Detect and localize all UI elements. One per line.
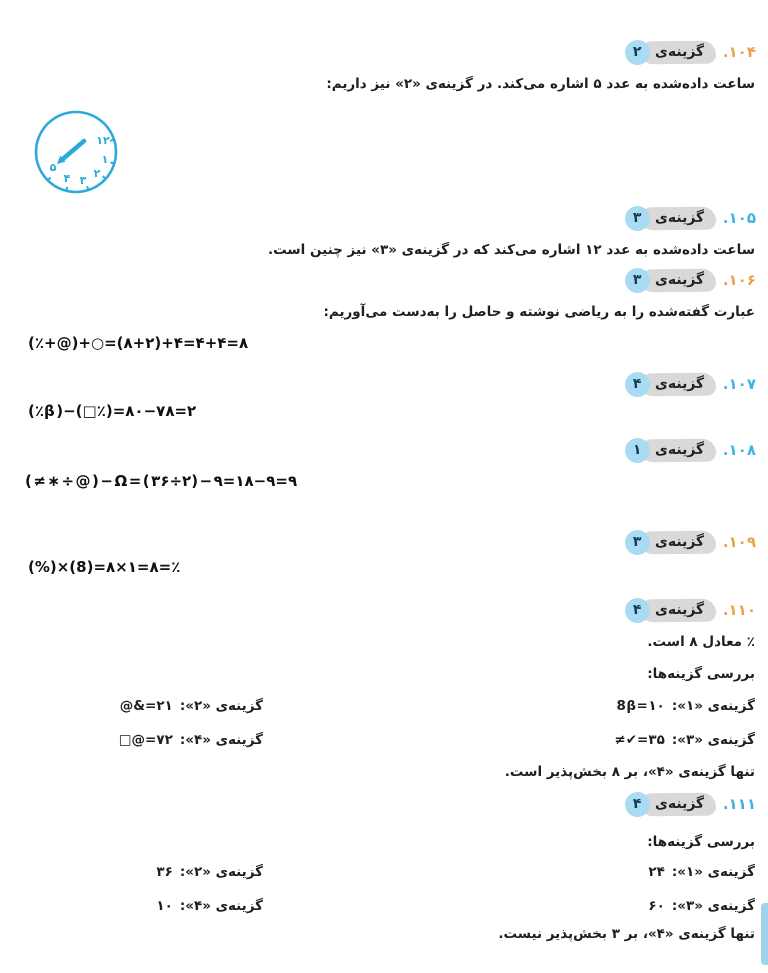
math-equation: (%)×(8)=۸×۱=۸=٪ — [28, 558, 181, 576]
answer-choice-circle: ۳ — [625, 530, 650, 555]
option-check-row — [120, 698, 263, 714]
clock-number-4: ۴ — [63, 172, 71, 185]
clock-number-12: ۱۲ — [96, 134, 110, 147]
item-104-header — [625, 38, 756, 66]
answer-choice-circle: ۳ — [625, 206, 650, 231]
option-check-row — [156, 864, 263, 880]
answer-choice-circle: ۱ — [625, 438, 650, 463]
item-107-header — [625, 370, 756, 398]
option-value: ۲۴ — [648, 864, 665, 880]
item-109-header — [625, 528, 756, 556]
clock-figure — [26, 100, 126, 204]
answer-badge — [625, 792, 716, 817]
explanation-text: ٪ معادل ۸ است. — [647, 634, 755, 650]
answer-choice-circle: ۴ — [625, 372, 650, 397]
answer-badge — [625, 372, 716, 397]
item-number: ۱۰۸. — [722, 441, 756, 459]
option-value: @&=۲۱ — [119, 698, 173, 714]
page-edge-tab — [761, 903, 768, 965]
item-number: ۱۰۵. — [722, 209, 756, 227]
math-equation: (٪+@)+○=(۸+۲)+۴=۴+۴=۸ — [28, 334, 249, 352]
math-equation: (≠∗÷@)−Ω=(۳۶÷۲)−۹=۱۸−۹=۹ — [25, 472, 298, 490]
option-check-row — [156, 898, 263, 914]
answer-badge — [625, 438, 716, 463]
explanation-text: عبارت گفته‌شده را به ریاضی نوشته و حاصل را به‌دست می‌آوریم: — [323, 304, 755, 320]
option-label: گزینه‌ی «۲»: — [179, 698, 263, 714]
conclusion-text: تنها گزینه‌ی «۴»، بر ۳ بخش‌پذیر نیست. — [498, 926, 755, 942]
option-check-row — [119, 732, 263, 748]
option-value: ≠✔=۳۵ — [614, 732, 665, 748]
badge-label: گزینه‌ی — [641, 792, 716, 816]
item-108-header — [625, 436, 756, 464]
explanation-text: ساعت داده‌شده به عدد ۵ اشاره می‌کند. در گزینه‌ی «۲» نیز داریم: — [326, 76, 755, 92]
item-110-header — [625, 596, 756, 624]
item-number: ۱۰۴. — [722, 43, 756, 61]
option-label: گزینه‌ی «۱»: — [671, 864, 755, 880]
option-label: گزینه‌ی «۲»: — [179, 864, 263, 880]
answer-choice-circle: ۴ — [625, 598, 650, 623]
option-label: گزینه‌ی «۴»: — [179, 898, 263, 914]
explanation-text: بررسی گزینه‌ها: — [647, 666, 755, 682]
answer-badge — [625, 40, 716, 65]
answer-badge — [625, 268, 716, 293]
option-check-row — [616, 698, 755, 714]
item-number: ۱۱۰. — [722, 601, 756, 619]
option-value: ۱۰ — [156, 898, 173, 914]
item-111-header — [625, 790, 756, 818]
option-check-row — [648, 864, 755, 880]
option-check-row — [648, 898, 755, 914]
answer-choice-circle: ۴ — [625, 792, 650, 817]
option-value: □@=۷۲ — [118, 732, 173, 748]
option-label: گزینه‌ی «۴»: — [179, 732, 263, 748]
conclusion-text: تنها گزینه‌ی «۴»، بر ۸ بخش‌پذیر است. — [504, 764, 755, 780]
option-label: گزینه‌ی «۳»: — [671, 732, 755, 748]
clock-number-5: ۵ — [49, 161, 57, 174]
item-number: ۱۰۹. — [722, 533, 756, 551]
badge-label: گزینه‌ی — [641, 40, 716, 64]
clock-number-3: ۳ — [79, 174, 87, 187]
item-number: ۱۰۶. — [722, 271, 756, 289]
item-106-header — [625, 266, 756, 294]
clock-number-2: ۲ — [93, 167, 101, 180]
explanation-text: ساعت داده‌شده به عدد ۱۲ اشاره می‌کند که در گزینه‌ی «۳» نیز چنین است. — [267, 242, 755, 258]
option-check-row — [614, 732, 755, 748]
answer-choice-circle: ۲ — [625, 40, 650, 65]
option-value: 8β=۱۰ — [616, 698, 665, 714]
badge-label: گزینه‌ی — [641, 598, 716, 622]
option-label: گزینه‌ی «۳»: — [671, 898, 755, 914]
clock-hand-icon — [57, 141, 84, 164]
answer-choice-circle: ۳ — [625, 268, 650, 293]
badge-label: گزینه‌ی — [641, 438, 716, 462]
item-number: ۱۱۱. — [722, 795, 756, 813]
answer-badge — [625, 530, 716, 555]
option-label: گزینه‌ی «۱»: — [671, 698, 755, 714]
answer-badge — [625, 598, 716, 623]
item-105-header — [625, 204, 756, 232]
clock-number-1: ۱ — [101, 153, 109, 166]
badge-label: گزینه‌ی — [641, 206, 716, 230]
answer-badge — [625, 206, 716, 231]
item-number: ۱۰۷. — [722, 375, 756, 393]
option-value: ۶۰ — [648, 898, 665, 914]
explanation-text: بررسی گزینه‌ها: — [647, 834, 755, 850]
math-equation: (٪β)−(□٪)=۸۰−۷۸=۲ — [28, 402, 197, 420]
badge-label: گزینه‌ی — [641, 372, 716, 396]
badge-label: گزینه‌ی — [641, 268, 716, 292]
badge-label: گزینه‌ی — [641, 530, 716, 554]
option-value: ۳۶ — [156, 864, 173, 880]
